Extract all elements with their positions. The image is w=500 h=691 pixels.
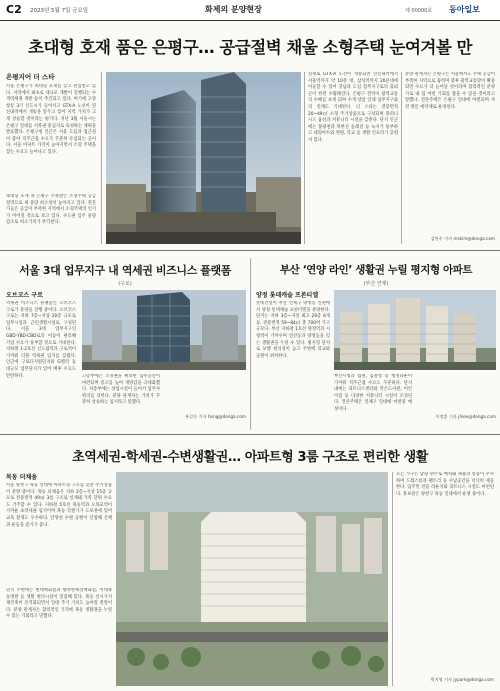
column-divider xyxy=(101,72,102,244)
top-article-text-3: 분양 관계자는 은평구는 서울에서도 주택 공급이 부족한 지역으로 꼽히며 향후 광역교통망이 확충되면 수요가 더 늘어날 것이라며 합리적인 분양가로 내 집 마련 기회를 잡을 수 있을 것이라고 말했다. 견본주택은 은평구 일대에 마련되며 사전 방문 예약제로 운영된다. xyxy=(405,72,495,110)
section-title: 화제의 분양현장 xyxy=(205,5,262,14)
mid-left-byline: 홍길동 기자 hong@donga.com xyxy=(185,414,246,419)
mid-left-subtitle: (구로) xyxy=(118,281,132,287)
top-article-text-1: 서울 은평구가 초대형 호재를 갖고 관심받고 있다. 지역에서 최초로 대규모 개발이 진행되는 수색역세권 개발 등이 추진되고 있다. 여기에 고양 창릉 3기 신도시가 들어서고 GTX-A 노선이 연신내역에서 개통을 앞두고 있어 지역 가치가 크게 상승할 것이라는 평가다. 지난 3월 서울시는 은평구 일대를 서북권 중심지로 육성하는 계획을 발표했다. 은평구청 인근은 서울 도심과 접근성이 좋아 직주근접 수요가 꾸준히 유입되는 곳이다. 서울 아파트 가격이 높아지면서 소형 주택을 찾는 수요도 늘어나고 있다. xyxy=(6,84,96,155)
bottom-byline: 박지영 기자 jypark@donga.com xyxy=(430,677,494,682)
page-header xyxy=(0,0,500,21)
section-divider xyxy=(0,250,500,251)
top-article-text-2: 실제로 GTX-A 노선이 개통되면 연신내역에서 서울역까지 약 10분 대, 삼성역까지 20분대에 이동할 수 있어 강남과 도심 업무지구로의 출퇴근이 한결 수월해진다. 은평구 전역이 광역교통의 수혜를 보게 되며 수색·상암 일대 업무지구와의 연계도 기대된다. 더 스타는 전용면적 20~49㎡ 소형 주거상품으로 구성되며 풀퍼니시드 옵션과 커뮤니티 시설을 갖춘다. 단지 인근에는 불광천과 북한산 둘레길 등 녹지가 풍부하고 대형마트와 병원, 학교 등 생활 인프라가 갖춰져 있다. xyxy=(308,72,398,143)
page-number: C2 xyxy=(6,3,22,16)
mid-left-article-text: 역세권 비즈니스 플랫폼인 오브코스 구로가 분양을 진행 중이다. 오브코스 구로는 지하 7층~지상 20층 규모로 업무시설과 근린생활시설로 구성된다. 서울 3대 업무지구인 GBD·YBD·CBD로의 이동이 편리해 기업 수요가 풍부할 것으로 기대된다. 지하철 1·2호선 신도림역과 구로역이 가까워 더블 역세권 입지를 갖췄다. 인근에 구로디지털단지와 G밸리 등 대규모 업무단지가 있어 배후 수요도 탄탄하다. xyxy=(6,301,76,379)
bottom-aerial-rendering xyxy=(116,472,388,686)
top-building-rendering xyxy=(106,72,301,244)
column-divider xyxy=(401,72,402,244)
mid-right-article-text: 롯데건설이 부산 연제구 양정동 일원에서 양정 롯데캐슬 프론티엘을 분양한다. 단지는 지하 3층~지상 최고 29층 8개 동, 전용면적 59~84㎡ 총 700여 가구 규모다. 부산 지하철 1호선 양정역과 시청역이 가까우며 연산동과 양정동을 잇는 생활권을 누릴 수 있다. 평지형 단지로 보행 편의성이 높고 주변에 학교와 공원이 위치한다. xyxy=(256,301,330,359)
mid-left-col-heading: 오브코스 구로 xyxy=(6,292,43,299)
mid-left-building-rendering xyxy=(82,290,246,370)
newspaper-logo: 동아일보 xyxy=(449,5,480,14)
column-divider xyxy=(392,472,393,686)
top-col-heading: 은평지어 더 스타 xyxy=(6,73,55,81)
top-article-text-1b: 초대형 호재 속 은평구 주목받는 소형주택 공급 절벽으로 새 물량 희소성이 높아지고 있다. 전문가들은 공급이 부족한 지역에서 소형주택의 인기가 이어질 것으로 보고 있다. 수도권 입주 물량 감소로 희소가치가 부각된다. xyxy=(6,194,96,226)
mid-right-byline: 이정훈 기자 jhlee@donga.com xyxy=(435,414,496,419)
bottom-article-text-2: 단지 주변에는 현대백화점과 행복한세상백화점, 이대목동병원 등 생활 편의시설이 밀집해 있다. 목동 신시가지 재건축이 본격화되면서 일대 주거 가치도 높아질 전망이다. 분양 관계자는 합리적인 가격에 목동 생활권을 누릴 수 있는 기회라고 말했다. xyxy=(6,588,112,620)
mid-right-col-heading: 양정 롯데캐슬 프론티엘 xyxy=(256,292,319,299)
column-divider xyxy=(304,72,305,244)
section-divider xyxy=(0,434,500,435)
bottom-article-text-1: 서울 양천구 목동 일대에 아파트형 구조를 갖춘 주거상품이 분양 중이다. 목동 더채움은 지하 2층~지상 15층 규모로 전용면적 49㎡ 3룸 구조로 설계돼 가족 단위 수요도 거주할 수 있다. 지하철 5호선 목동역과 오목교역이 가까운 초역세권 입지이며 목동 학원가가 도보권에 있어 교육 환경도 우수하다. 안양천 수변 공원이 인접해 산책과 운동을 즐기기 좋다. xyxy=(6,483,112,528)
mid-left-article-text-2: 고층부에는 조망권을 확보한 업무공간이 마련되며 층고를 높여 개방감을 극대화했다. 저층부에는 상업시설이 들어서 입주사 편의를 더한다. 분양 관계자는 가치가 꾸준히 상승하는 입지라고 말했다. xyxy=(82,374,160,406)
mid-left-headline: 서울 3대 업무지구 내 역세권 비즈니스 플랫폼 xyxy=(19,264,231,277)
issue-number: 제 00000호 xyxy=(405,8,433,14)
bottom-headline: 초역세권-학세권-수변생활권… 아파트형 3룸 구조로 편리한 생활 xyxy=(72,450,428,465)
mid-right-apartment-rendering xyxy=(334,290,496,370)
mid-right-subtitle: (부산 연제) xyxy=(363,281,389,287)
issue-date: 2023년 5월 7일 금요일 xyxy=(30,8,89,14)
bottom-article-text-3: 모든 가구는 남향 위주로 배치돼 채광과 통풍이 우수하며 드레스룸과 팬트리 등 수납공간을 넉넉히 제공한다. 입주민 전용 라운지와 피트니스 시설도 마련된다. 홍보관은 양천구 목동 일대에서 운영 중이다. xyxy=(396,472,494,497)
bottom-col-heading: 목동 더채움 xyxy=(6,474,38,481)
mid-right-headline: 부산 ‘연양 라인’ 생활권 누릴 평지형 아파트 xyxy=(279,264,473,276)
top-headline: 초대형 호재 품은 은평구… 공급절벽 채울 소형주택 눈여겨볼 만 xyxy=(28,38,472,57)
mid-right-article-text-2: 부산시청과 법원, 검찰청 등 행정타운이 가까워 직주근접 수요도 꾸준하다. 단지 내에는 피트니스센터와 작은도서관, 어린이집 등 다양한 커뮤니티 시설이 조성된다. 견본주택은 연제구 일대에 마련될 예정이다. xyxy=(334,374,412,412)
column-divider xyxy=(250,258,251,430)
top-byline: 김민수 기자 mskim@donga.com xyxy=(430,236,495,241)
